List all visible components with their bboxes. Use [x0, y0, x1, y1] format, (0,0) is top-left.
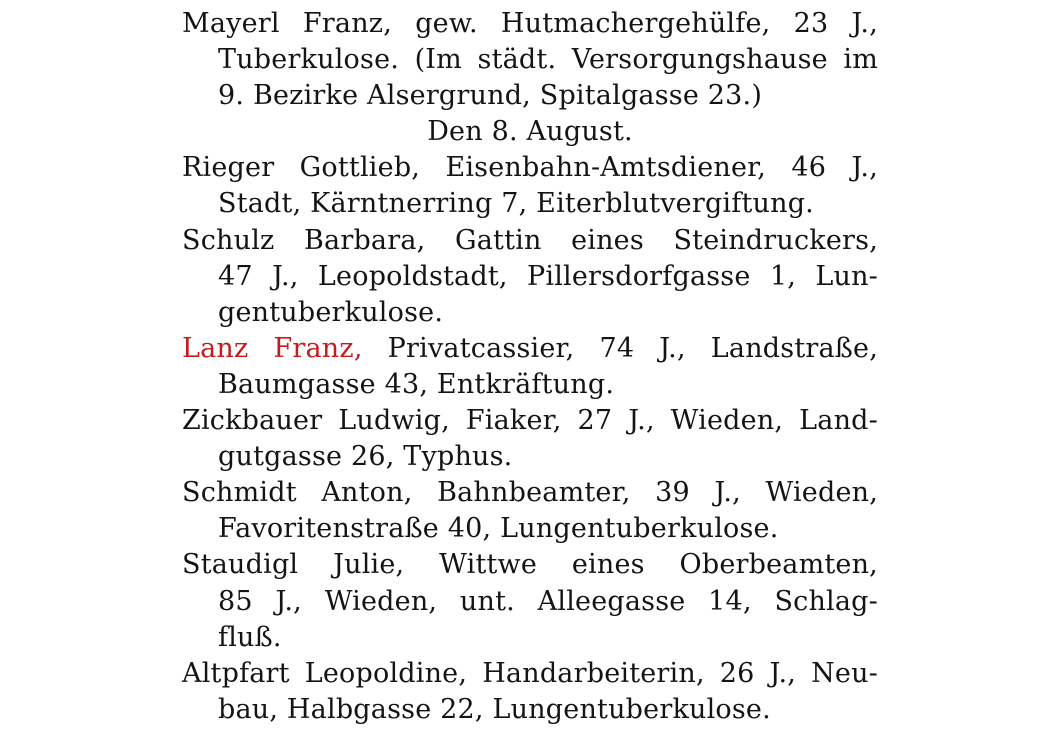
entry-text: Privatcassier, 74 J., Landstraße,: [387, 332, 878, 364]
entry-name: Mayerl Franz,: [182, 8, 393, 39]
entry-first-line: [182, 331, 878, 367]
entry-name: Zickbauer Ludwig,: [182, 405, 450, 437]
entry-first-line: [182, 475, 878, 511]
entry-continuation-line: Stadt, Kärntnerring 7, Eiterblutvergiftung.: [218, 188, 814, 220]
entry-text: Handarbeiterin, 26 J., Neu-: [482, 657, 878, 689]
entry-text: Gattin eines Steindruckers,: [454, 224, 878, 256]
entry-first-line: [182, 547, 878, 583]
entry-continuation-line: 47 J., Leopoldstadt, Pillersdorfgasse 1, Lun-: [218, 260, 878, 292]
entry-first-line: [182, 403, 878, 439]
entry-text: Eisenbahn-Amtsdiener, 46 J.,: [445, 152, 878, 184]
entry-first-line: [182, 150, 878, 186]
entry-continuation-line: Tuberkulose. (Im städt. Versorgungshause im: [218, 44, 878, 76]
entry-name: Rieger Gottlieb,: [182, 152, 421, 184]
entry-first-line: [182, 223, 878, 259]
entry-text: Fiaker, 27 J., Wieden, Land-: [465, 405, 878, 437]
entry-text: gew. Hutmachergehülfe, 23 J.,: [415, 8, 878, 39]
entry-first-line: [182, 6, 878, 42]
entry-name: Altpfart Leopoldine,: [182, 657, 468, 689]
date-heading: Den 8. August.: [427, 116, 633, 148]
entry-continuation-line: bau, Halbgasse 22, Lungentuberkulose.: [218, 693, 771, 725]
entry-continuation-line: gutgasse 26, Typhus.: [218, 441, 513, 473]
entry-continuation-line: Favoritenstraße 40, Lungentuberkulose.: [218, 513, 779, 545]
entry-text: Wittwe eines Oberbeamten,: [439, 549, 878, 581]
death-register-column: [182, 6, 878, 728]
entry-continuation-line: 85 J., Wieden, unt. Alleegasse 14, Schlag-: [218, 585, 878, 617]
entry-name: Staudigl Julie,: [182, 549, 405, 581]
entry-name: Schmidt Anton,: [182, 477, 413, 509]
entry-name: Schulz Barbara,: [182, 224, 426, 256]
entry-continuation-line: fluß.: [218, 621, 282, 653]
entry-continuation-line: gentuberkulose.: [218, 296, 444, 328]
entry-continuation-line: 9. Bezirke Alsergrund, Spitalgasse 23.): [218, 80, 763, 112]
entry-continuation-line: Baumgasse 43, Entkräftung.: [218, 368, 615, 400]
entry-name-highlighted: Lanz Franz,: [182, 332, 363, 364]
entry-text: Bahnbeamter, 39 J., Wieden,: [437, 477, 878, 509]
entry-first-line: [182, 656, 878, 692]
